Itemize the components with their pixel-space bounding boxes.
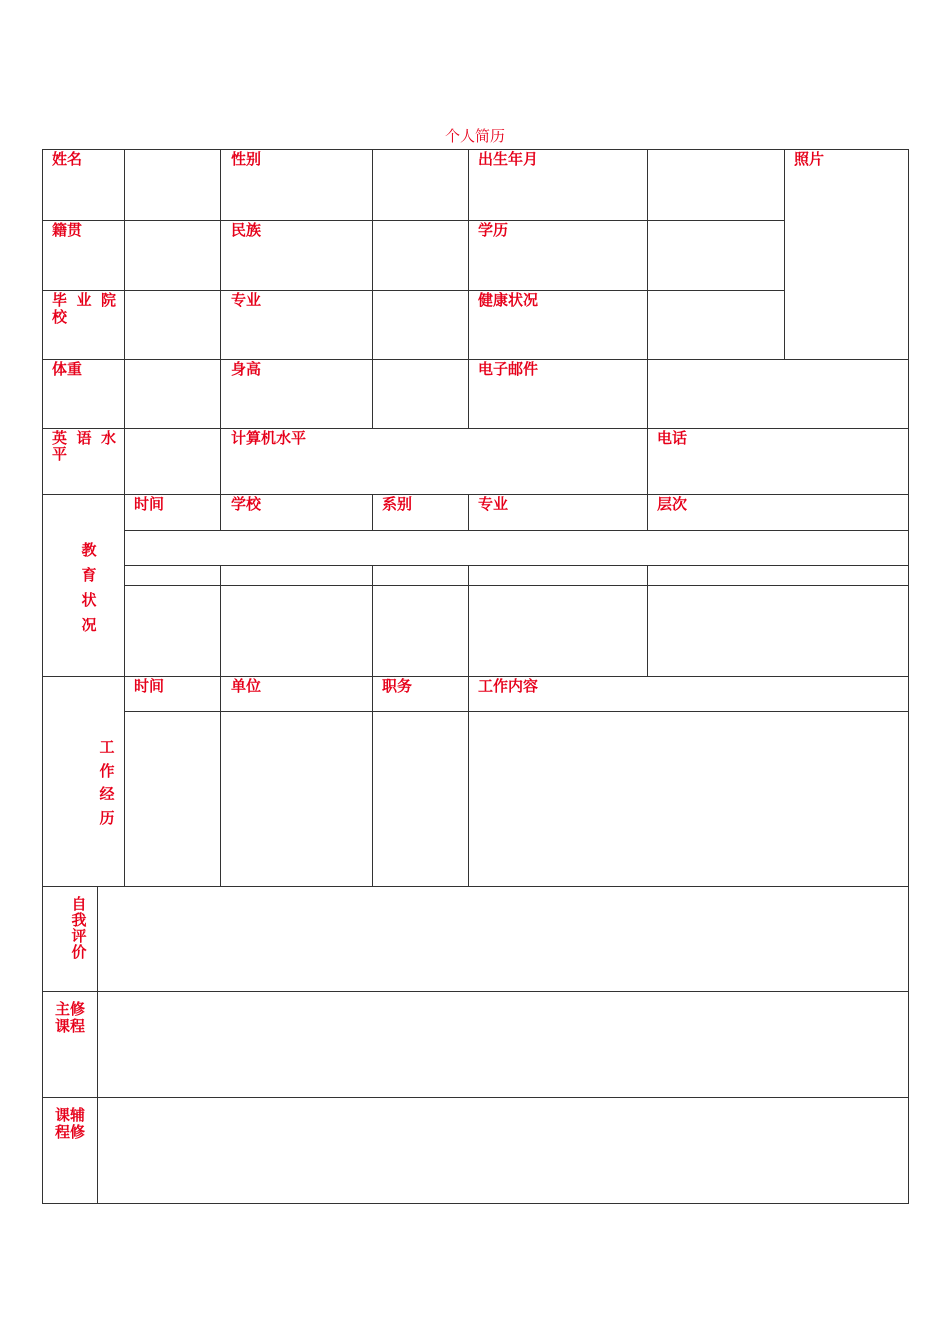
work-position-cell[interactable] xyxy=(373,712,468,886)
self-evaluation-label xyxy=(66,896,92,960)
work-duties-cell[interactable] xyxy=(469,712,908,886)
email-field[interactable] xyxy=(648,360,908,428)
name-field[interactable] xyxy=(125,150,220,220)
graduate-school-label-line2: 校 xyxy=(52,308,68,326)
graduate-school-label-line1: 毕 业 院 xyxy=(52,291,116,309)
height-field[interactable] xyxy=(373,360,468,428)
major-label: 专业 xyxy=(231,291,262,309)
education-section-char: 育 xyxy=(81,566,97,584)
self-evaluation-field[interactable] xyxy=(98,887,908,991)
self-evaluation-char: 价 xyxy=(71,943,87,961)
work-section-char: 历 xyxy=(99,808,115,827)
education-col-major: 专业 xyxy=(478,495,509,513)
native-place-label: 籍贯 xyxy=(52,221,83,239)
education-level-cell[interactable] xyxy=(648,586,908,676)
minor-courses-label-line2: 程修 xyxy=(55,1123,86,1141)
english-level-label-line2: 平 xyxy=(52,445,68,463)
name-label: 姓名 xyxy=(52,150,83,168)
work-section-char: 经 xyxy=(99,785,115,803)
height-label: 身高 xyxy=(231,360,262,378)
self-evaluation-char: 我 xyxy=(71,911,87,929)
photo-area[interactable] xyxy=(785,150,908,359)
gender-field[interactable] xyxy=(373,150,468,220)
english-level-field[interactable] xyxy=(125,429,220,494)
major-field[interactable] xyxy=(373,291,468,359)
main-courses-label-line2: 课程 xyxy=(55,1017,86,1035)
education-level-field[interactable] xyxy=(648,221,784,290)
computer-level-label: 计算机水平 xyxy=(231,429,307,447)
weight-field[interactable] xyxy=(125,360,220,428)
birth-date-field[interactable] xyxy=(648,150,784,220)
health-field[interactable] xyxy=(648,291,784,359)
work-section-char: 工 xyxy=(99,738,115,756)
minor-courses-field[interactable] xyxy=(98,1098,908,1203)
ethnicity-field[interactable] xyxy=(373,221,468,290)
education-col-time: 时间 xyxy=(134,495,165,513)
education-level-label: 学历 xyxy=(478,221,509,239)
education-section-char: 况 xyxy=(81,616,97,634)
education-section-label xyxy=(76,538,102,638)
self-evaluation-char: 自 xyxy=(71,895,87,913)
phone-label: 电话 xyxy=(657,429,688,447)
computer-level-field[interactable] xyxy=(373,429,647,494)
work-section-char: 作 xyxy=(99,761,115,780)
education-department-cell[interactable] xyxy=(373,586,468,676)
native-place-field[interactable] xyxy=(125,221,220,290)
ethnicity-label: 民族 xyxy=(231,221,262,239)
work-col-duties: 工作内容 xyxy=(478,677,539,695)
document-title: 个人简历 xyxy=(444,127,505,145)
photo-label: 照片 xyxy=(794,150,825,168)
work-time-cell[interactable] xyxy=(125,712,220,886)
education-time-cell[interactable] xyxy=(125,586,220,676)
work-section-label xyxy=(94,736,120,830)
self-evaluation-char: 评 xyxy=(71,927,87,945)
gender-label: 性别 xyxy=(231,150,262,168)
work-col-position: 职务 xyxy=(382,677,413,695)
english-level-label-line1: 英 语 水 xyxy=(52,429,116,447)
main-courses-field[interactable] xyxy=(98,992,908,1097)
education-section-char: 状 xyxy=(81,591,97,609)
phone-field[interactable] xyxy=(648,446,908,494)
education-col-school: 学校 xyxy=(231,495,262,513)
education-school-cell[interactable] xyxy=(221,586,372,676)
education-entry-row[interactable] xyxy=(125,531,908,565)
work-employer-cell[interactable] xyxy=(221,712,372,886)
birth-date-label: 出生年月 xyxy=(478,150,539,168)
weight-label: 体重 xyxy=(52,360,83,378)
education-col-level: 层次 xyxy=(657,495,688,513)
education-major-cell[interactable] xyxy=(469,586,647,676)
education-col-department: 系别 xyxy=(382,495,413,513)
health-label: 健康状况 xyxy=(478,291,539,309)
main-courses-label-line1: 主修 xyxy=(55,1000,86,1018)
graduate-school-field[interactable] xyxy=(125,291,220,359)
work-col-employer: 单位 xyxy=(231,677,262,695)
work-col-time: 时间 xyxy=(134,677,165,695)
minor-courses-label-line1: 课辅 xyxy=(55,1106,86,1124)
email-label: 电子邮件 xyxy=(478,360,539,378)
education-section-char: 教 xyxy=(81,541,97,559)
